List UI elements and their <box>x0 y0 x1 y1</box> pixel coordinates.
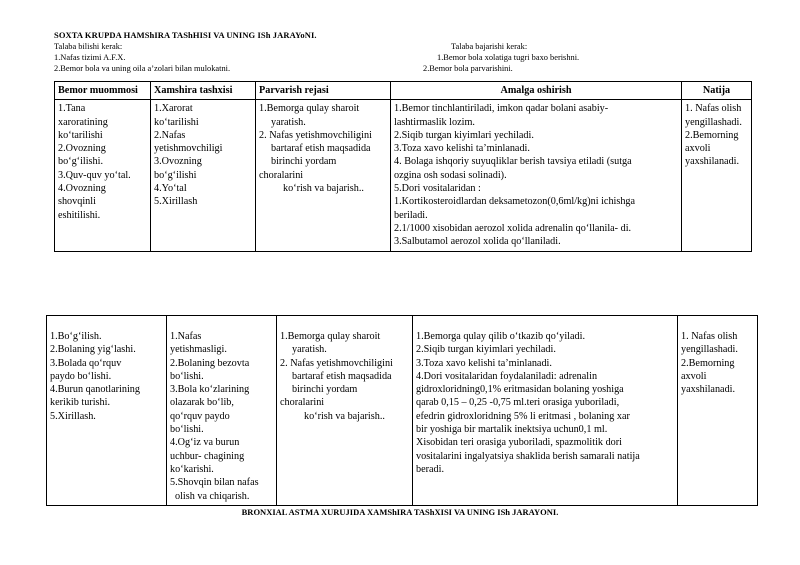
cell-line: bartaraf etish maqsadida <box>271 143 371 155</box>
care-plan-cell <box>277 316 413 506</box>
cell-line: 4.Burun qanotlarining <box>50 384 140 396</box>
table-row <box>55 100 752 251</box>
asthma-nursing-table <box>46 315 758 506</box>
cell-line: xaroratining <box>58 116 108 128</box>
cell-line: bo‘g‘ilishi <box>154 169 197 181</box>
diagnosis-cell <box>151 100 256 251</box>
cell-line: yengillashadi. <box>681 344 738 356</box>
cell-line: yetishmovchiligi <box>154 143 223 155</box>
cell-line: paydo bo‘lishi. <box>50 370 112 382</box>
cell-line: 2.Bemorning <box>681 357 735 369</box>
cell-line: 3.Quv-quv yo‘tal. <box>58 169 131 181</box>
section-footer-title: BRONXIAL ASTMA XURUJIDA XAMShIRA TAShXISI VA UNING ISh JARAYONI. <box>241 507 559 517</box>
cell-line: 1.Tana <box>58 103 86 115</box>
column-header-care-plan: Parvarish rejasi <box>256 82 391 100</box>
cell-line: 2.Nafas <box>154 129 186 141</box>
cell-line: choralarini <box>259 169 304 181</box>
cell-line: axvoli <box>681 370 707 382</box>
result-cell <box>678 316 758 506</box>
cell-line: Xisobidan teri orasiga yuboriladi, spazmolitik dori <box>416 437 622 449</box>
cell-line: yetishmasligi. <box>170 344 227 356</box>
cell-line: ko‘tarilishi <box>58 129 103 141</box>
cell-line: 2.Bolaning yig‘lashi. <box>50 344 136 356</box>
student-should-do-item: 1.Bemor bola xolatiga tugri baxo berishni. <box>437 53 580 62</box>
cell-line: 2.Ovozning <box>58 143 106 155</box>
cell-line: 1. Nafas olish <box>685 103 742 115</box>
cell-line: 2. Nafas yetishmovchiligini <box>259 129 372 141</box>
implementation-cell <box>413 316 678 506</box>
student-should-do-item: 2.Bemor bola parvarishini. <box>423 64 513 73</box>
cell-line: axvoli <box>685 143 711 155</box>
cell-line: 5.Shovqin bilan nafas <box>170 477 259 489</box>
cell-line: 2.Siqib turgan kiyimlari yechiladi. <box>394 129 534 141</box>
cell-line: 1.Bemorga qulay sharoit <box>280 331 381 342</box>
cell-line: qo‘rquv paydo <box>170 410 230 422</box>
cell-line: yaxshilanadi. <box>685 156 740 168</box>
cell-line: 3.Ovozning <box>154 156 202 168</box>
cell-line: ko‘karishi. <box>170 463 214 475</box>
student-should-know-item: 1.Nafas tizimi A.F.X. <box>54 53 126 62</box>
cell-line: yaratish. <box>271 116 306 128</box>
cell-line: 3.Salbutamol aerozol xolida qo‘llaniladi. <box>394 236 561 248</box>
cell-line: 2. Nafas yetishmovchiligini <box>280 357 393 369</box>
cell-line: shovqinli <box>58 196 96 208</box>
cell-line: 5.Xirillash <box>154 196 198 208</box>
problem-cell <box>55 100 151 251</box>
care-plan-cell <box>256 100 391 251</box>
cell-line: choralarini <box>280 397 325 409</box>
cell-line: 4.Ovozning <box>58 183 106 195</box>
cell-line: beradi. <box>416 463 445 475</box>
cell-line: efedrin gidroxloridning 5% li eritmasi , bolaning xar <box>416 410 630 422</box>
cell-line: 1.Bemor tinchlantiriladi, imkon qadar bolani asabiy- <box>394 103 609 115</box>
cell-line: bo‘lishi. <box>170 370 204 382</box>
cell-line: 1.Kortikosteroidlardan deksametozon(0,6ml/kg)ni ichishga <box>394 196 636 208</box>
cell-line: 4.Dori vositalaridan foydalaniladi: adrenalin <box>416 370 598 382</box>
cell-line: 2.Bolaning bezovta <box>170 357 250 369</box>
column-header-implementation: Amalga oshirish <box>391 82 682 100</box>
column-header-problem: Bemor muommosi <box>55 82 151 100</box>
table-row <box>47 316 758 506</box>
diagnosis-cell <box>167 316 277 506</box>
croup-nursing-table <box>54 81 752 252</box>
cell-line: uchbur- chagining <box>170 450 245 462</box>
cell-line: 1.Bemorga qulay sharoit <box>259 103 360 115</box>
cell-line: lashtirmaslik lozim. <box>394 116 475 128</box>
cell-line: 3.Bola ko‘zlarining <box>170 384 250 396</box>
cell-line: 2.Siqib turgan kiyimlari yechiladi. <box>416 344 556 356</box>
cell-line: 1.Bemorga qulay qilib o‘tkazib qo‘yiladi. <box>416 331 586 342</box>
cell-line: 3.Toza xavo kelishi ta’minlanadi. <box>416 357 552 369</box>
cell-line: ko‘rish va bajarish.. <box>304 410 385 422</box>
cell-line: yaratish. <box>292 344 327 356</box>
cell-line: 4.Yo‘tal <box>154 183 187 195</box>
table-header-row <box>55 82 752 100</box>
cell-line: olish va chiqarish. <box>175 490 250 502</box>
problem-cell <box>47 316 167 506</box>
cell-line: 3.Bolada qo‘rquv <box>50 357 122 369</box>
cell-line: gidroxloridning0,1% eritmasidan bolaning yoshiga <box>416 384 624 396</box>
cell-line: 2.1/1000 xisobidan aerozol xolida adrenalin qo‘llanila- di. <box>394 222 632 234</box>
cell-line: ko‘tarilishi <box>154 116 199 128</box>
cell-line: ko‘rish va bajarish.. <box>283 183 364 195</box>
cell-line: bartaraf etish maqsadida <box>292 370 392 382</box>
cell-line: 2.Bemorning <box>685 129 739 141</box>
cell-line: 1.Nafas <box>170 331 202 342</box>
cell-line: bo‘g‘ilishi. <box>58 156 103 168</box>
cell-line: vositalarini ingalyatsiya shaklida berish samarali natija <box>416 450 640 462</box>
cell-line: bo‘lishi. <box>170 424 204 436</box>
cell-line: bir yoshiga bir martalik inektsiya uchun0,1 ml. <box>416 424 608 436</box>
student-should-know-heading: Talaba bilishi kerak: <box>54 42 123 51</box>
student-should-know-item: 2.Bemor bola va uning oila a’zolari bilan mulokatni. <box>54 64 231 73</box>
cell-line: yengillashadi. <box>685 116 742 128</box>
cell-line: 5.Dori vositalaridan : <box>394 183 481 195</box>
cell-line: 3.Toza xavo kelishi ta’minlanadi. <box>394 143 530 155</box>
cell-line: ozgina osh sodasi solinadi). <box>394 169 507 181</box>
cell-line: eshitilishi. <box>58 209 101 221</box>
cell-line: 1. Nafas olish <box>681 331 738 342</box>
document-title: SOXTA KRUPDA HAMShIRA TAShHISI VA UNING ISh JARAYoNI. <box>54 30 317 40</box>
result-cell <box>682 100 752 251</box>
cell-line: 5.Xirillash. <box>50 410 96 422</box>
cell-line: 4.Og‘iz va burun <box>170 437 240 449</box>
cell-line: 1.Xarorat <box>154 103 193 115</box>
cell-line: kerikib turishi. <box>50 397 110 409</box>
cell-line: 1.Bo‘g‘ilish. <box>50 331 102 342</box>
cell-line: qarab 0,15 – 0,25 -0,75 ml.teri orasiga yuboriladi, <box>416 397 620 409</box>
cell-line: 4. Bolaga ishqoriy suyuqliklar berish tavsiya etiladi (sutga <box>394 156 632 168</box>
cell-line: olazarak bo‘lib, <box>170 397 234 409</box>
student-should-do-heading: Talaba bajarishi kerak: <box>451 42 528 51</box>
cell-line: birinchi yordam <box>292 384 358 396</box>
column-header-result: Natija <box>682 82 752 100</box>
cell-line: beriladi. <box>394 209 428 221</box>
column-header-nursing-diagnosis: Xamshira tashxisi <box>151 82 256 100</box>
cell-line: birinchi yordam <box>271 156 337 168</box>
implementation-cell <box>391 100 682 251</box>
cell-line: yaxshilanadi. <box>681 384 736 396</box>
